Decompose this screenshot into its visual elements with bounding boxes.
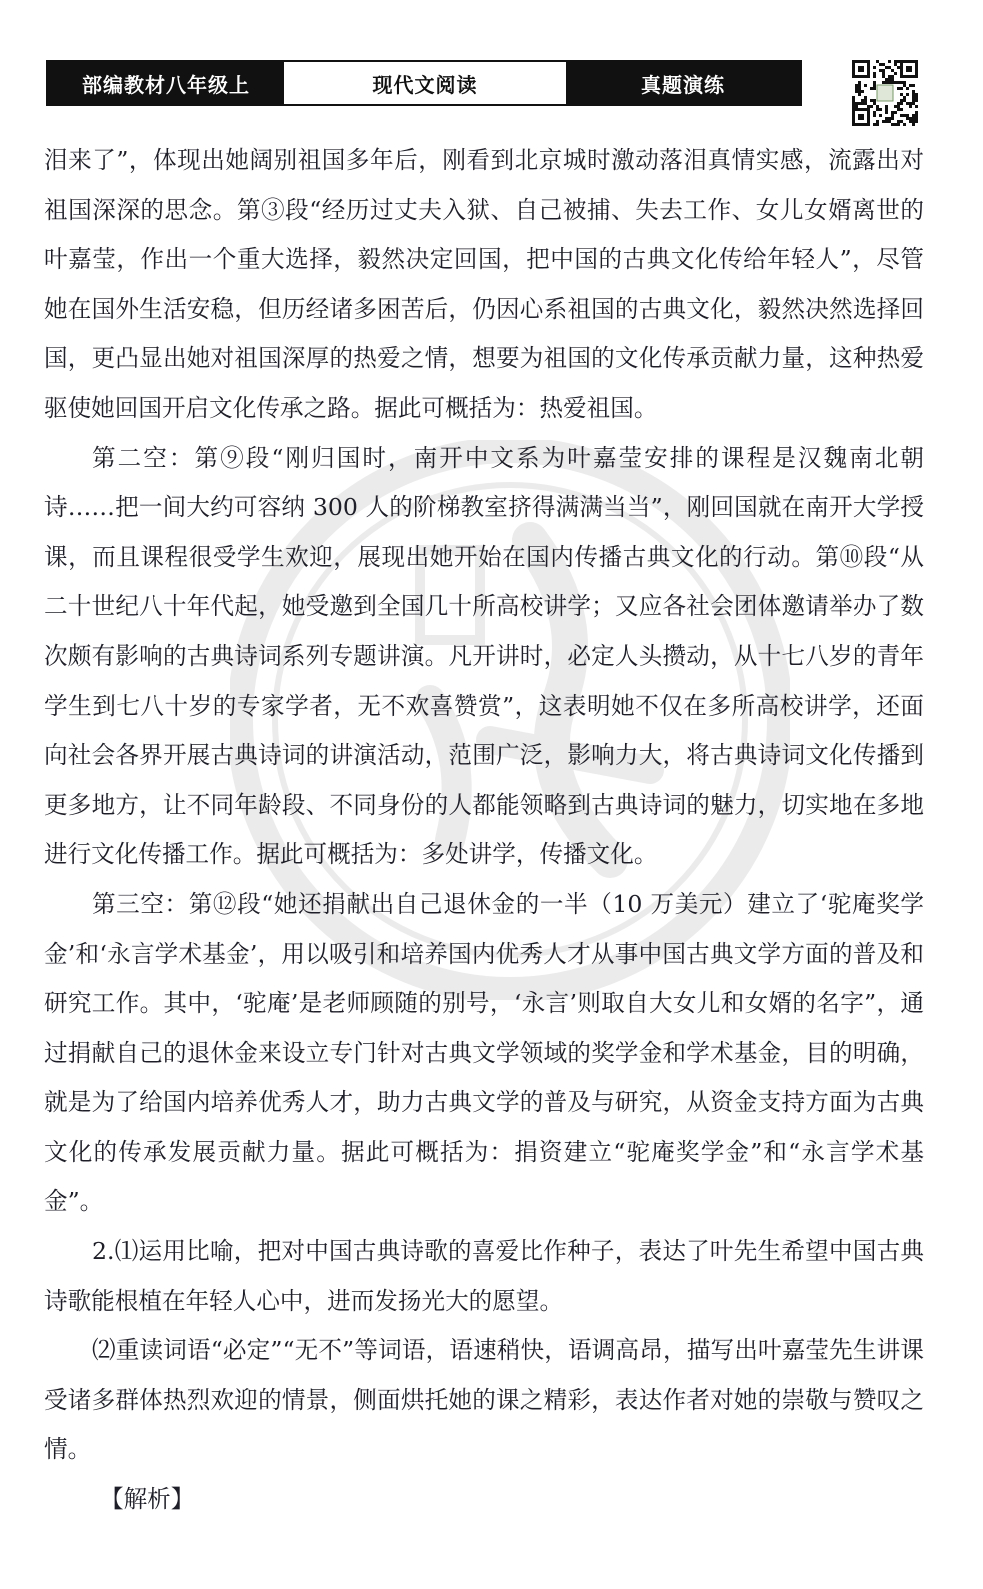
paragraph-2: 第二空：第⑨段“刚归国时，南开中文系为叶嘉莹安排的课程是汉魏南北朝诗……把一间大约可容纳 300 人的阶梯教室挤得满满当当”，刚回国就在南开大学授课，而且课程很受学生欢迎，展现出她开始在国内传播古典文化的行动。第⑩段“从二十世纪八十年代起，她受邀到全国几十所高校讲学；又应各社会团体邀请举办了数次颇有影响的古典诗词系列专题讲演。凡开讲时，必定人头攒动，从十七八岁的青年学生到七八十岁的专家学者，无不欢喜赞赏”，这表明她不仅在多所高校讲学，还面向社会各界开展古典诗词的讲演活动，范围广泛，影响力大，将古典诗词文化传播到更多地方，让不同年龄段、不同身份的人都能领略到古典诗词的魅力，切实地在多地进行文化传播工作。据此可概括为：多处讲学，传播文化。 — [44, 443, 924, 869]
qr-code-icon — [850, 58, 920, 128]
paragraph-3: 第三空：第⑫段“她还捐献出自己退休金的一半（10 万美元）建立了‘驼庵奖学金’和‘永言学术基金’，用以吸引和培养国内优秀人才从事中国古典文学方面的普及和研究工作。其中，‘驼庵’是老师顾随的别号，‘永言’则取自大女儿和女婿的名字”，通过捐献自己的退休金来设立专门针对古典文学领域的奖学金和学术基金，目的明确，就是为了给国内培养优秀人才，助力古典文学的普及与研究，从资金支持方面为古典文化的传承发展贡献力量。据此可概括为：捐资建立“驼庵奖学金”和“永言学术基金”。 — [44, 889, 924, 1216]
header-grade-label: 部编教材八年级上 — [48, 62, 284, 104]
paragraph-5: ⑵重读词语“必定”“无不”等词语，语速稍快，语调高昂，描写出叶嘉莹先生讲课受诸多群体热烈欢迎的情景，侧面烘托她的课之精彩，表达作者对她的崇敬与赞叹之情。 — [44, 1336, 924, 1464]
analysis-heading: 【解析】 — [100, 1485, 195, 1514]
header-topic-label: 现代文阅读 — [284, 62, 566, 104]
paragraph-4: 2.⑴运用比喻，把对中国古典诗歌的喜爱比作种子，表达了叶先生希望中国古典诗歌能根植在年轻人心中，进而发扬光大的愿望。 — [44, 1237, 924, 1315]
paragraph-1: 泪来了”，体现出她阔别祖国多年后，刚看到北京城时激动落泪真情实感，流露出对祖国深深的思念。第③段“经历过丈夫入狱、自己被捕、失去工作、女儿女婿离世的叶嘉莹，作出一个重大选择，毅然决定回国，把中国的古典文化传给年轻人”，尽管她在国外生活安稳，但历经诸多困苦后，仍因心系祖国的古典文化，毅然决然选择回国，更凸显出她对祖国深厚的热爱之情，想要为祖国的文化传承贡献力量，这种热爱驱使她回国开启文化传承之路。据此可概括为：热爱祖国。 — [44, 146, 924, 422]
header-bar — [46, 60, 802, 106]
header-section-label: 真题演练 — [566, 62, 800, 104]
answer-content — [44, 136, 924, 1525]
